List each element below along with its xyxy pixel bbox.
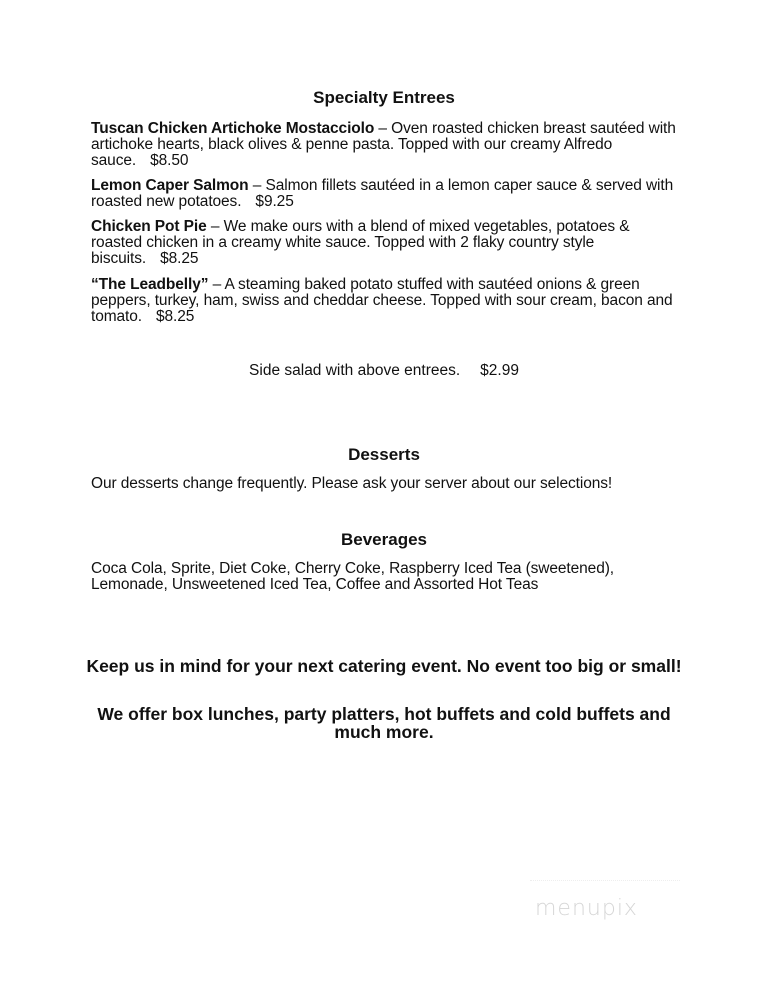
specialty-entrees-heading: Specialty Entrees bbox=[313, 88, 455, 107]
item-description: – A steaming baked potato stuffed with sautéed onions & green peppers, turkey, ham, swiss and cheddar cheese. Topped with sour cream, bacon and tomato. bbox=[91, 276, 673, 325]
item-description: – Oven roasted chicken breast sautéed with artichoke hearts, black olives & penne pasta. Topped with our creamy Alfredo sauce. bbox=[91, 120, 676, 169]
item-description: – Salmon fillets sautéed in a lemon caper sauce & served with roasted new potatoes. bbox=[91, 177, 674, 210]
menu-item-the-leadbelly bbox=[91, 277, 681, 325]
menupix-watermark: menupix bbox=[535, 896, 638, 921]
beverages-text: Coca Cola, Sprite, Diet Coke, Cherry Coke, Raspberry Iced Tea (sweetened), Lemonade, Unsweetened Iced Tea, Coffee and Assorted Hot Teas bbox=[91, 560, 614, 593]
side-salad-price: $2.99 bbox=[480, 362, 519, 379]
item-price: $9.25 bbox=[255, 193, 294, 210]
item-description: – We make ours with a blend of mixed vegetables, potatoes & roasted chicken in a creamy white sauce. Topped with 2 flaky country style biscuits. bbox=[91, 218, 630, 267]
item-name: Tuscan Chicken Artichoke Mostacciolo bbox=[91, 120, 375, 137]
desserts-text: Our desserts change frequently. Please ask your server about our selections! bbox=[91, 475, 613, 492]
menu-item-tuscan-chicken bbox=[91, 121, 681, 169]
side-salad-label: Side salad with above entrees. bbox=[249, 362, 461, 379]
catering-promo-line2: We offer box lunches, party platters, hot buffets and cold buffets and much more. bbox=[97, 704, 671, 742]
item-name: Chicken Pot Pie bbox=[91, 218, 207, 235]
desserts-heading: Desserts bbox=[348, 445, 420, 464]
watermark-decoration bbox=[530, 880, 680, 887]
menu-item-chicken-pot-pie bbox=[91, 219, 681, 267]
menu-item-lemon-caper-salmon bbox=[91, 178, 681, 210]
item-price: $8.25 bbox=[160, 250, 199, 267]
item-price: $8.25 bbox=[156, 308, 195, 325]
catering-promo-line1: Keep us in mind for your next catering event. No event too big or small! bbox=[86, 656, 682, 676]
item-name: Lemon Caper Salmon bbox=[91, 177, 249, 194]
side-salad-line bbox=[0, 362, 768, 380]
item-price: $8.50 bbox=[150, 152, 189, 169]
item-name: “The Leadbelly” bbox=[91, 276, 209, 293]
beverages-heading: Beverages bbox=[340, 530, 427, 549]
